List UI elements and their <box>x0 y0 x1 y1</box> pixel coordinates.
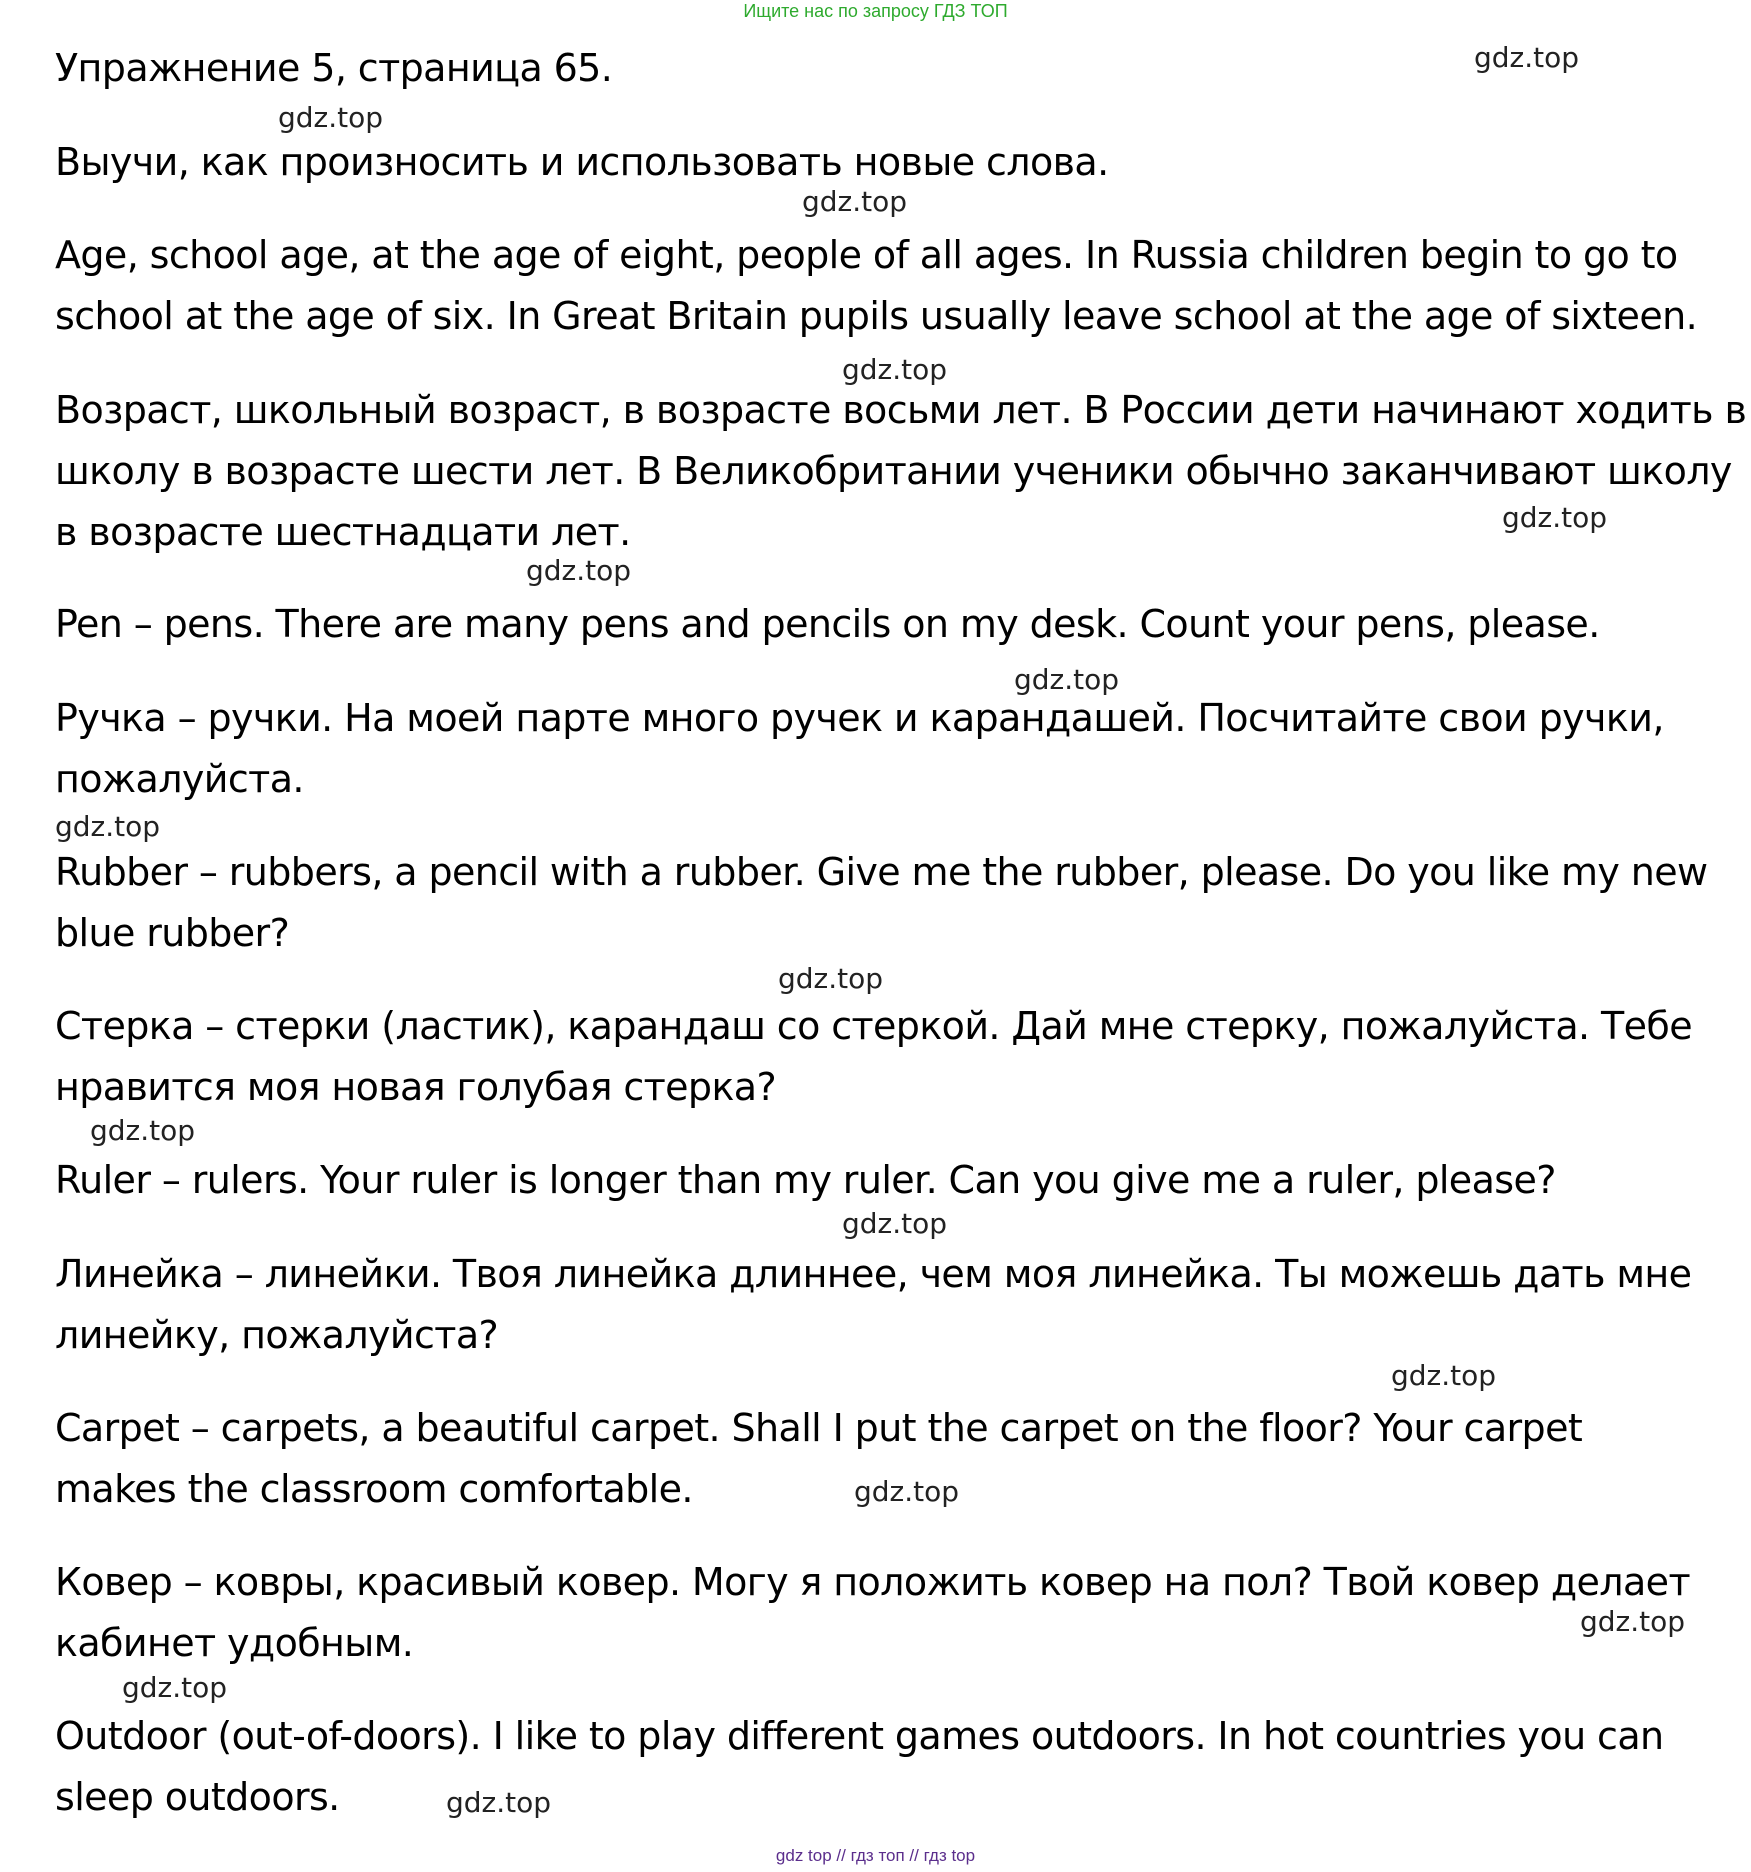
watermark: gdz.top <box>90 1114 196 1147</box>
watermark: gdz.top <box>55 810 161 843</box>
paragraph-line: Ruler – rulers. Your ruler is longer than my ruler. Can you give me a ruler, please? <box>55 1158 1556 1202</box>
paragraph-line: Age, school age, at the age of eight, people of all ages. In Russia children begin to go to <box>55 233 1678 277</box>
paragraph-line: школу в возрасте шести лет. В Великобритании ученики обычно заканчивают школу <box>55 449 1732 493</box>
watermark: gdz.top <box>1391 1359 1497 1392</box>
paragraph-line: Carpet – carpets, a beautiful carpet. Shall I put the carpet on the floor? Your carpet <box>55 1406 1583 1450</box>
watermark: gdz.top <box>778 962 884 995</box>
paragraph-line: Стерка – стерки (ластик), карандаш со стеркой. Дай мне стерку, пожалуйста. Тебе <box>55 1004 1692 1048</box>
watermark: gdz.top <box>446 1786 552 1819</box>
exercise-title: Упражнение 5, страница 65. <box>55 46 613 90</box>
paragraph-line: sleep outdoors. <box>55 1775 340 1819</box>
exercise-instruction: Выучи, как произносить и использовать новые слова. <box>55 140 1109 184</box>
watermark: gdz.top <box>122 1671 228 1704</box>
watermark: gdz.top <box>278 101 384 134</box>
watermark: gdz.top <box>1474 41 1580 74</box>
watermark: gdz.top <box>1580 1605 1686 1638</box>
watermark: gdz.top <box>802 185 908 218</box>
paragraph-line: Outdoor (out-of-doors). I like to play different games outdoors. In hot countries you can <box>55 1714 1664 1758</box>
watermark: gdz.top <box>1502 501 1608 534</box>
paragraph-line: линейку, пожалуйста? <box>55 1313 499 1357</box>
paragraph-line: в возрасте шестнадцати лет. <box>55 510 631 554</box>
paragraph-line: makes the classroom comfortable. <box>55 1467 693 1511</box>
watermark: gdz.top <box>854 1475 960 1508</box>
paragraph-line: Линейка – линейки. Твоя линейка длиннее, чем моя линейка. Ты можешь дать мне <box>55 1252 1692 1296</box>
paragraph-line: кабинет удобным. <box>55 1621 414 1665</box>
watermark: gdz.top <box>842 353 948 386</box>
paragraph-line: нравится моя новая голубая стерка? <box>55 1065 777 1109</box>
paragraph-line: blue rubber? <box>55 911 290 955</box>
footer-watermark: gdz top // гдз топ // гдз top <box>775 1846 976 1865</box>
top-banner: Ищите нас по запросу ГДЗ ТОП <box>743 1 1008 21</box>
paragraph-line: Rubber – rubbers, a pencil with a rubber. Give me the rubber, please. Do you like my new <box>55 850 1708 894</box>
watermark: gdz.top <box>526 554 632 587</box>
paragraph-line: Pen – pens. There are many pens and pencils on my desk. Count your pens, please. <box>55 602 1600 646</box>
watermark: gdz.top <box>1014 663 1120 696</box>
paragraph-line: school at the age of six. In Great Britain pupils usually leave school at the age of sixteen. <box>55 294 1698 338</box>
watermark: gdz.top <box>842 1207 948 1240</box>
paragraph-line: Ручка – ручки. На моей парте много ручек и карандашей. Посчитайте свои ручки, <box>55 696 1664 740</box>
paragraph-line: пожалуйста. <box>55 757 304 801</box>
paragraph-line: Ковер – ковры, красивый ковер. Могу я положить ковер на пол? Твой ковер делает <box>55 1560 1690 1604</box>
paragraph-line: Возраст, школьный возраст, в возрасте восьми лет. В России дети начинают ходить в <box>55 388 1747 432</box>
